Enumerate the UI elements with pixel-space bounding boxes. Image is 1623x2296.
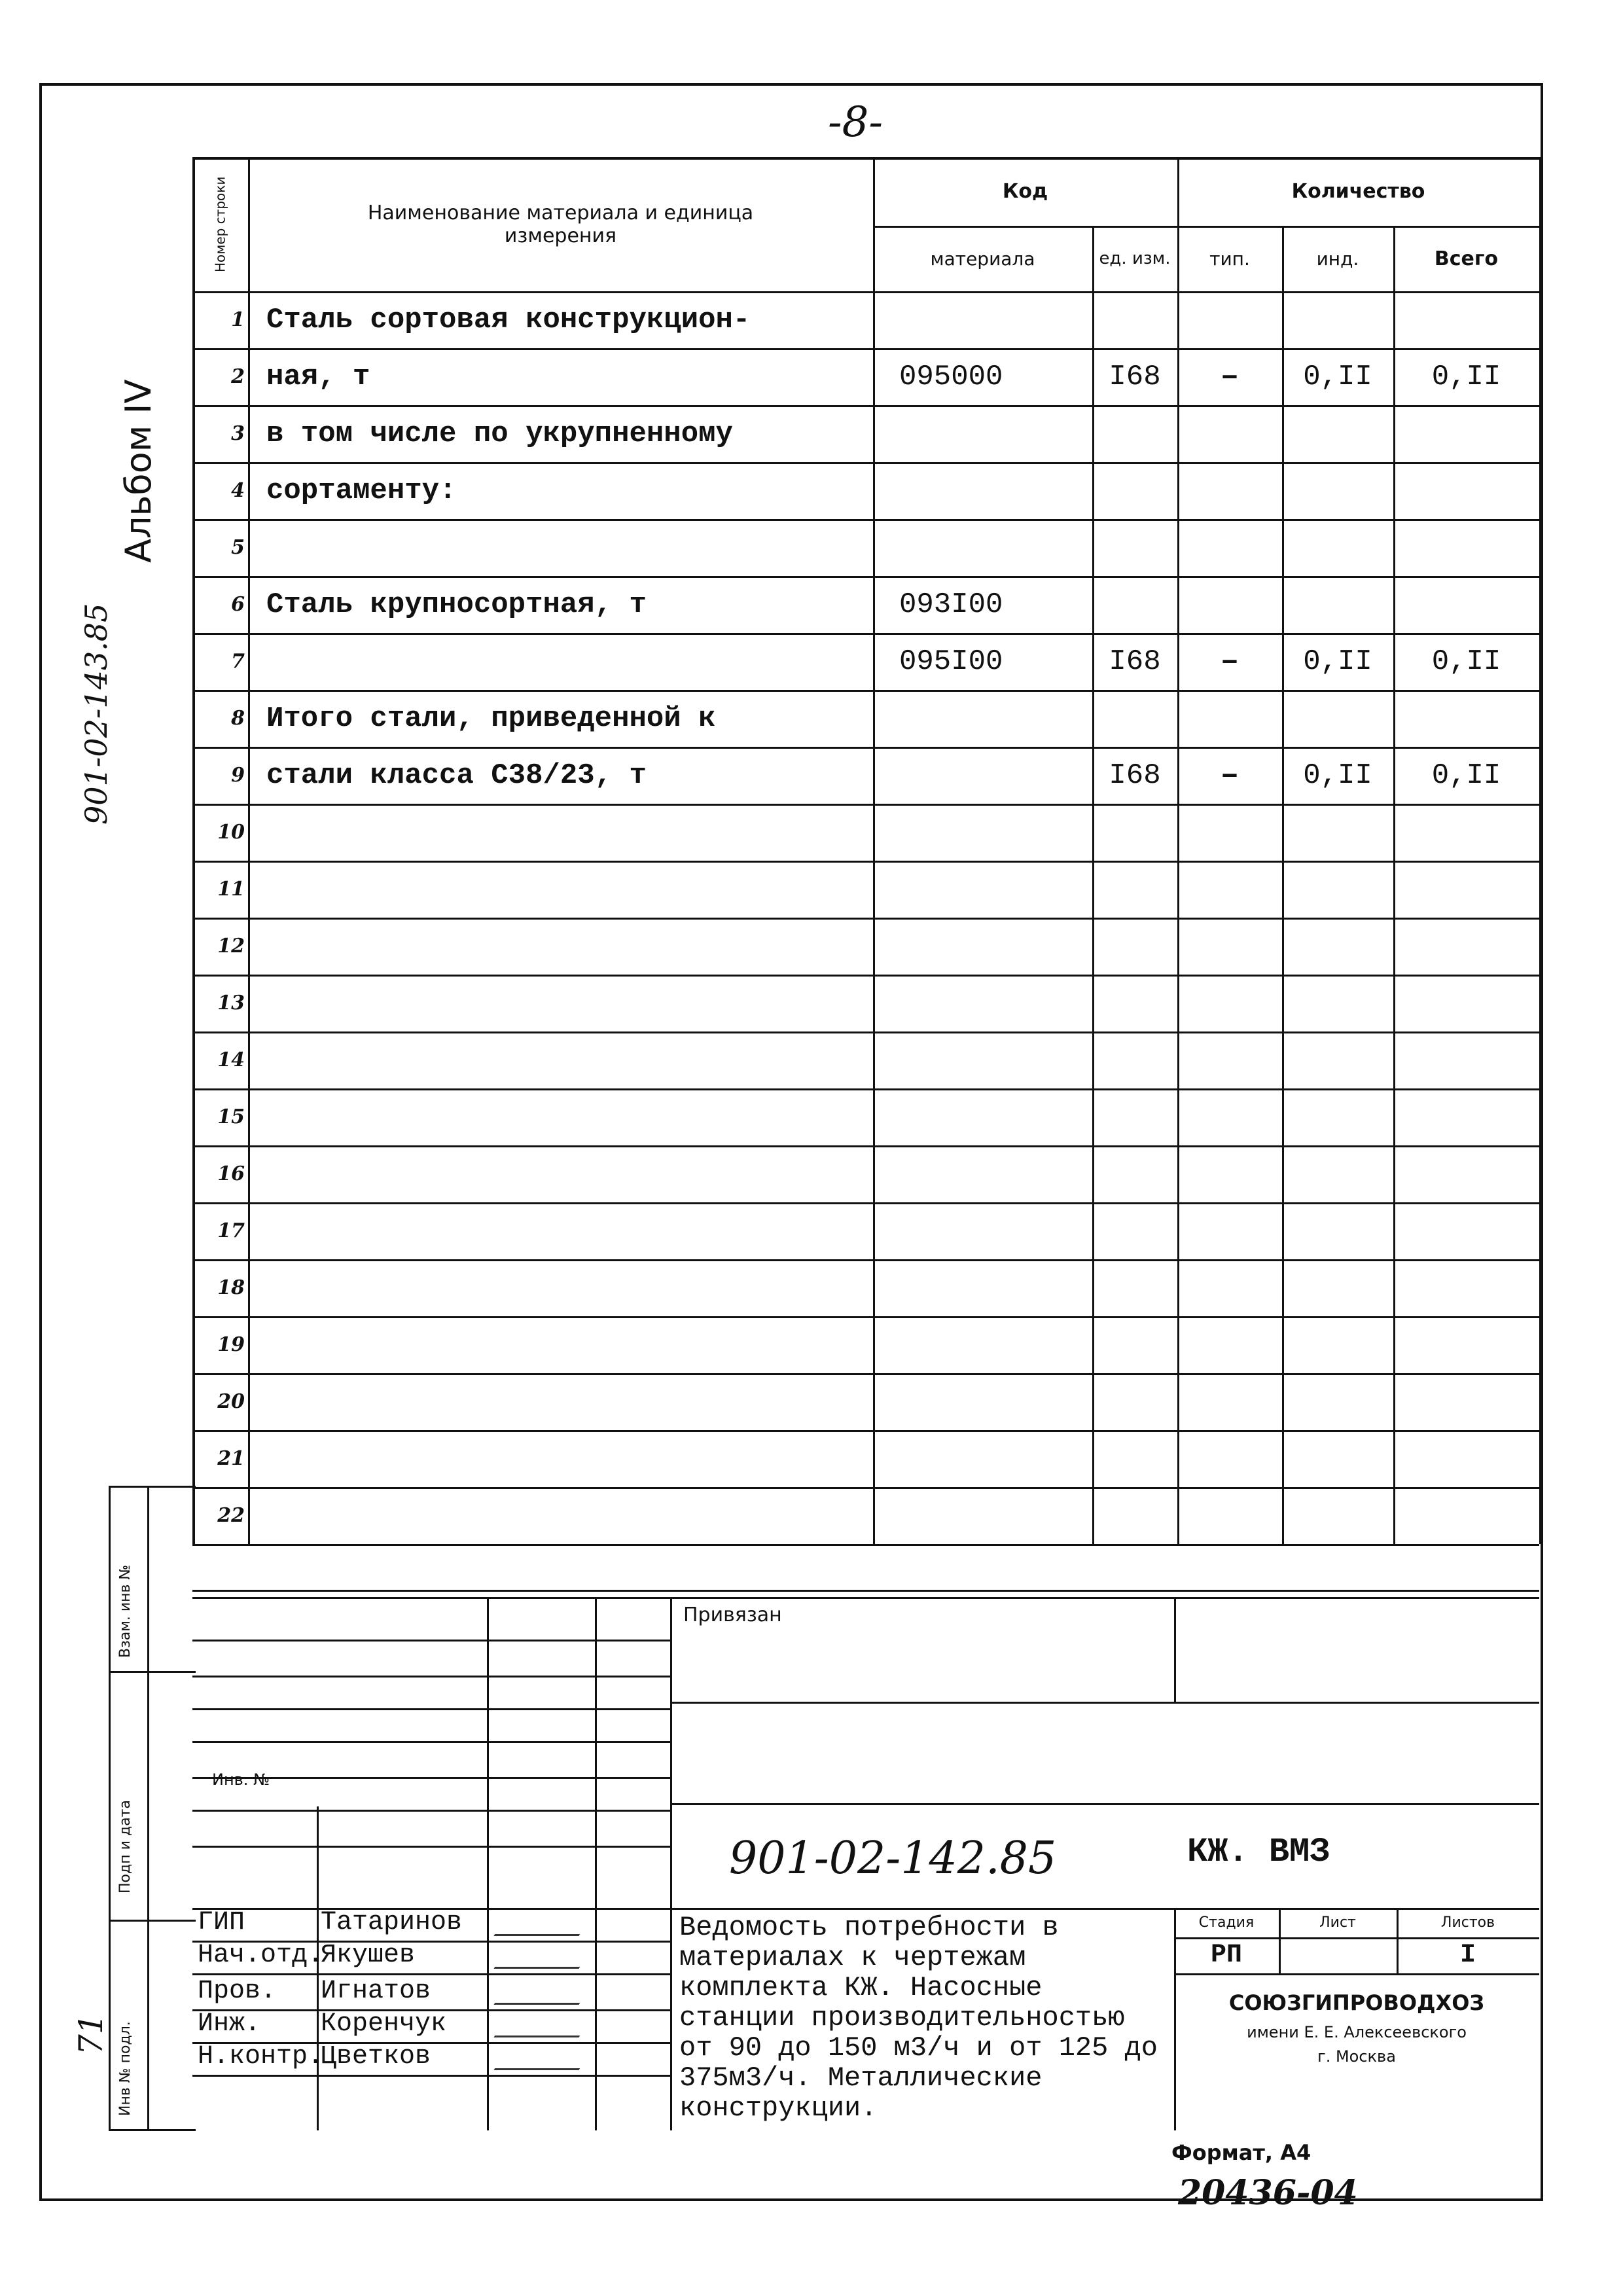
table-row-name (248, 918, 873, 975)
table-row-ind (1282, 1487, 1393, 1544)
table-row-name: в том числе по укрупненному (266, 417, 733, 450)
table-row-code (873, 1145, 1092, 1202)
table-row-code (873, 1487, 1092, 1544)
table-row-number: 5 (231, 536, 245, 559)
signer-name: Цветков (321, 2042, 431, 2072)
table-row-unit (1092, 1088, 1177, 1145)
table-row-ind: 0,II (1303, 360, 1372, 393)
table-row-code (873, 1373, 1092, 1430)
table-row-ind (1282, 804, 1393, 861)
table-row-typ (1177, 1373, 1282, 1430)
table-row-number: 13 (217, 992, 245, 1014)
table-row-total (1393, 861, 1539, 918)
table-row-ind (1282, 291, 1393, 348)
table-row-total (1393, 519, 1539, 576)
signer-name: Якушев (321, 1941, 416, 1970)
table-row-name (248, 1202, 873, 1259)
table-row-unit (1092, 975, 1177, 1031)
table-row-unit (1092, 1316, 1177, 1373)
table-row-code (873, 1430, 1092, 1487)
table-row-name (248, 1031, 873, 1088)
table-row-ind (1282, 1202, 1393, 1259)
table-row-total (1393, 975, 1539, 1031)
table-row-typ (1177, 462, 1282, 519)
table-row-code (873, 1316, 1092, 1373)
table-row-code (873, 747, 1092, 804)
table-row-unit (1092, 519, 1177, 576)
table-row-name: Итого стали, приведенной к (266, 702, 716, 735)
table-row-total (1393, 405, 1539, 462)
signer-name: Игнатов (321, 1977, 431, 2006)
table-row-number: 20 (217, 1390, 245, 1413)
signature-mark (493, 1914, 591, 1936)
table-row-name (248, 1430, 873, 1487)
signer-role: Н.контр. (198, 2042, 324, 2072)
table-row-number: 2 (231, 365, 245, 388)
table-row-code (873, 690, 1092, 747)
table-row-code (873, 1259, 1092, 1316)
table-row-number: 8 (231, 707, 245, 730)
table-row-name (248, 975, 873, 1031)
header-qty-ind: инд. (1316, 247, 1359, 270)
table-row-number: 18 (217, 1276, 245, 1299)
table-row-number: 4 (231, 479, 245, 502)
signature-mark (493, 1947, 591, 1969)
table-row-typ (1177, 804, 1282, 861)
table-row-ind: 0,II (1303, 645, 1372, 678)
table-row-unit (1092, 1487, 1177, 1544)
table-row-number: 9 (231, 764, 245, 787)
bottom-code: 20436-04 (1178, 2173, 1358, 2213)
table-row-total (1393, 1202, 1539, 1259)
sheet-label: Лист (1319, 1914, 1356, 1931)
header-name: Наименование материала и единица измерения (367, 201, 754, 247)
header-qty-total: Всего (1434, 247, 1499, 270)
table-row-unit: I68 (1109, 759, 1161, 792)
stamp-inv-label: Инв № подл. (117, 2021, 134, 2116)
table-row-number: 12 (217, 935, 245, 958)
table-row-total (1393, 1487, 1539, 1544)
table-row-typ (1177, 519, 1282, 576)
table-row-code (873, 405, 1092, 462)
album-label: Альбом IV (118, 379, 159, 563)
table-row-total (1393, 1145, 1539, 1202)
materials-table (192, 157, 1539, 1551)
table-row-total (1393, 1316, 1539, 1373)
header-code-material: материала (930, 247, 1035, 270)
table-row-unit (1092, 690, 1177, 747)
header-quantity: Количество (1291, 180, 1425, 203)
table-row-number: 22 (217, 1504, 245, 1527)
table-row-total (1393, 1088, 1539, 1145)
table-row-name (248, 519, 873, 576)
table-row-typ (1177, 576, 1282, 633)
table-row-ind (1282, 462, 1393, 519)
signer-role: ГИП (198, 1908, 245, 1937)
privyazan-label: Привязан (683, 1604, 782, 1626)
table-row-code: 095000 (899, 360, 1003, 393)
table-row-name (248, 1145, 873, 1202)
table-row-unit (1092, 861, 1177, 918)
table-row-number: 16 (217, 1162, 245, 1185)
table-row-total: 0,II (1431, 645, 1501, 678)
org-city: г. Москва (1317, 2047, 1396, 2066)
table-row-ind (1282, 1316, 1393, 1373)
table-row-code (873, 1202, 1092, 1259)
side-doc-code: 901-02-143.85 (79, 603, 114, 825)
table-row-typ (1177, 690, 1282, 747)
table-row-total: 0,II (1431, 759, 1501, 792)
table-row-name (248, 804, 873, 861)
stamp-vzam-label: Взам. инв № (117, 1564, 134, 1658)
stage-value: РП (1210, 1941, 1242, 1970)
table-row-total (1393, 291, 1539, 348)
signature-mark (493, 2049, 591, 2070)
table-row-total (1393, 690, 1539, 747)
table-row-total (1393, 1031, 1539, 1088)
table-row-code (873, 462, 1092, 519)
table-row-name: сортаменту: (266, 474, 457, 507)
table-row-code: 095I00 (899, 645, 1003, 678)
table-row-total (1393, 1259, 1539, 1316)
table-row-name (248, 1316, 873, 1373)
table-row-code (873, 1088, 1092, 1145)
stage-label: Стадия (1198, 1914, 1255, 1931)
table-row-code (873, 519, 1092, 576)
table-row-name: Сталь сортовая конструкцион- (266, 303, 751, 336)
table-row-code (873, 1031, 1092, 1088)
table-row-number: 1 (231, 308, 245, 331)
table-row-ind (1282, 861, 1393, 918)
table-row-typ (1177, 1145, 1282, 1202)
table-row-total (1393, 804, 1539, 861)
table-row-ind (1282, 1088, 1393, 1145)
table-row-number: 15 (217, 1105, 245, 1128)
table-row-number: 14 (217, 1049, 245, 1071)
table-row-unit (1092, 1031, 1177, 1088)
table-row-unit (1092, 291, 1177, 348)
signer-name: Татаринов (321, 1908, 463, 1937)
table-row-total (1393, 918, 1539, 975)
table-row-number: 11 (217, 878, 245, 901)
signer-role: Пров. (198, 1977, 277, 2006)
table-row-typ: – (1220, 359, 1240, 395)
table-row-typ (1177, 1259, 1282, 1316)
table-row-unit (1092, 804, 1177, 861)
table-row-unit: I68 (1109, 645, 1161, 678)
table-row-ind: 0,II (1303, 759, 1372, 792)
table-row-unit (1092, 1430, 1177, 1487)
table-row-number: 21 (217, 1447, 245, 1470)
table-row-typ (1177, 861, 1282, 918)
table-row-typ (1177, 405, 1282, 462)
table-row-total: 0,II (1431, 360, 1501, 393)
table-row-typ: – (1220, 757, 1240, 793)
table-row-typ (1177, 975, 1282, 1031)
stamp-podp-label: Подп и дата (117, 1800, 134, 1893)
table-row-unit (1092, 1145, 1177, 1202)
table-row-name: ная, т (266, 360, 370, 393)
header-code: Код (1002, 180, 1048, 203)
signer-name: Коренчук (321, 2009, 447, 2039)
table-row-ind (1282, 1259, 1393, 1316)
sheets-label: Листов (1440, 1914, 1495, 1931)
table-row-ind (1282, 519, 1393, 576)
inv-no-label: Инв. № (212, 1770, 270, 1789)
table-row-typ (1177, 1202, 1282, 1259)
table-row-number: 19 (217, 1333, 245, 1356)
table-row-name (248, 861, 873, 918)
table-row-name (248, 633, 873, 690)
table-row-ind (1282, 1373, 1393, 1430)
table-row-code (873, 861, 1092, 918)
table-row-typ (1177, 1088, 1282, 1145)
header-row-number: Номер строки (212, 176, 228, 272)
header-qty-typ: тип. (1209, 247, 1250, 270)
table-row-typ (1177, 1316, 1282, 1373)
page-number: -8- (828, 98, 883, 147)
table-row-name: Сталь крупносортная, т (266, 588, 647, 621)
table-row-unit (1092, 918, 1177, 975)
table-row-unit: I68 (1109, 360, 1161, 393)
signature-mark (493, 1983, 591, 2005)
table-row-name: стали класса С38/23, т (266, 759, 647, 792)
table-row-ind (1282, 975, 1393, 1031)
table-row-unit (1092, 462, 1177, 519)
table-row-typ (1177, 291, 1282, 348)
signer-role: Инж. (198, 2009, 261, 2039)
table-row-ind (1282, 576, 1393, 633)
signature-mark (493, 2016, 591, 2037)
table-row-total (1393, 462, 1539, 519)
doc-code: 901-02-142.85 (729, 1833, 1057, 1884)
table-row-ind (1282, 690, 1393, 747)
table-row-number: 10 (217, 821, 245, 844)
format-label: Формат, А4 (1171, 2140, 1311, 2165)
table-row-name (248, 1088, 873, 1145)
table-row-typ (1177, 1487, 1282, 1544)
table-row-total (1393, 1430, 1539, 1487)
table-row-name (248, 1487, 873, 1544)
side-stamp-column (109, 1486, 196, 2131)
table-row-total (1393, 576, 1539, 633)
table-row-typ (1177, 918, 1282, 975)
org-name: СОЮЗГИПРОВОДХОЗ (1228, 1990, 1485, 2015)
table-row-total (1393, 1373, 1539, 1430)
table-row-code: 093I00 (899, 588, 1003, 621)
table-row-number: 17 (217, 1219, 245, 1242)
table-row-typ (1177, 1031, 1282, 1088)
table-row-unit (1092, 1202, 1177, 1259)
table-row-number: 6 (231, 593, 245, 616)
table-row-name (248, 1373, 873, 1430)
table-row-unit (1092, 1373, 1177, 1430)
doc-mark: КЖ. ВМЗ (1187, 1833, 1330, 1871)
table-row-code (873, 291, 1092, 348)
table-row-typ (1177, 1430, 1282, 1487)
table-row-ind (1282, 405, 1393, 462)
table-row-ind (1282, 1145, 1393, 1202)
header-code-unit: ед. изм. (1099, 249, 1171, 268)
sheets-value: I (1459, 1941, 1476, 1970)
sheet-mark: 71 (72, 2013, 110, 2055)
table-row-ind (1282, 918, 1393, 975)
table-row-number: 3 (231, 422, 245, 445)
signer-role: Нач.отд. (198, 1941, 324, 1970)
org-line2: имени Е. Е. Алексеевского (1247, 2023, 1467, 2041)
table-row-code (873, 804, 1092, 861)
table-row-name (248, 1259, 873, 1316)
table-row-code (873, 918, 1092, 975)
table-row-ind (1282, 1031, 1393, 1088)
table-row-unit (1092, 576, 1177, 633)
table-row-unit (1092, 405, 1177, 462)
doc-description: Ведомость потребности в материалах к чертежам комплекта КЖ. Насосные станции производительностью от 90 до 150 м3/ч и от 125 до 375м3/ч. Металлические конструкции. (679, 1912, 1158, 2124)
table-row-code (873, 975, 1092, 1031)
table-row-number: 7 (231, 650, 245, 673)
table-row-typ: – (1220, 643, 1240, 679)
title-block (192, 1551, 1539, 2130)
table-row-ind (1282, 1430, 1393, 1487)
table-row-unit (1092, 1259, 1177, 1316)
